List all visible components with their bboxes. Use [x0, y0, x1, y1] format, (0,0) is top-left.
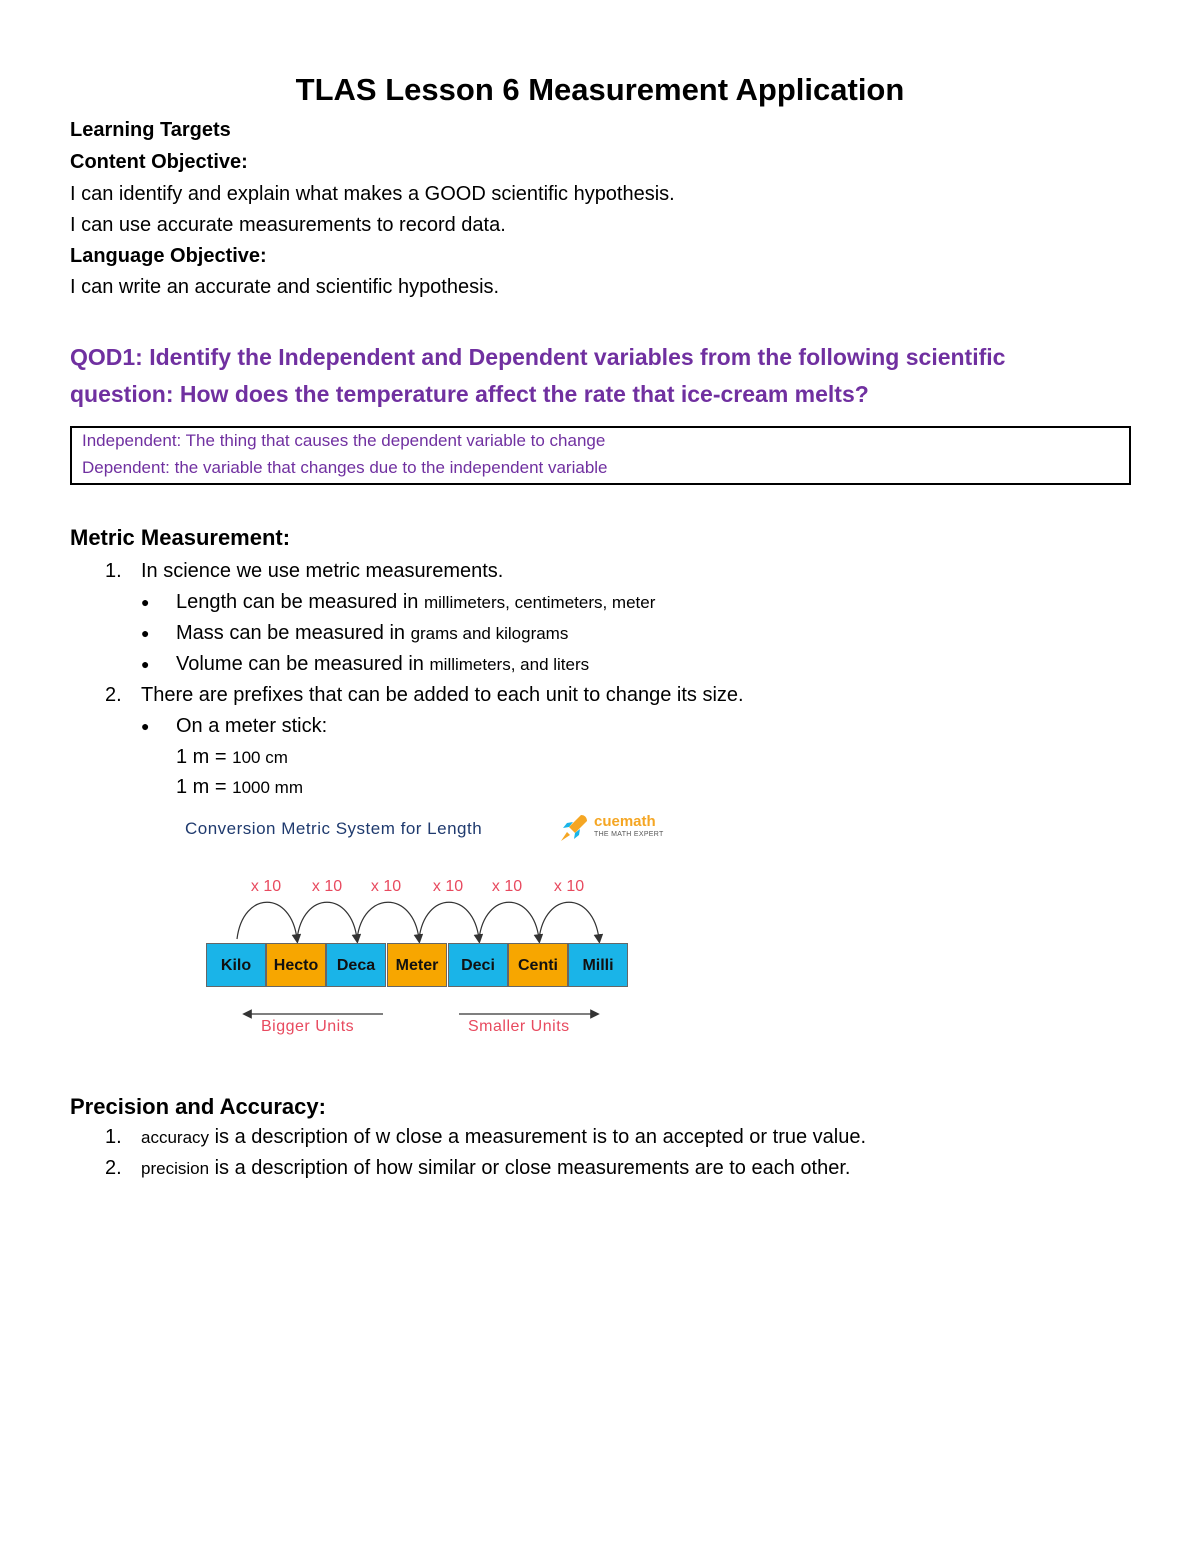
unit-hecto: Hecto — [266, 943, 326, 987]
unit-meter: Meter — [387, 943, 447, 987]
arc-arrow — [297, 902, 357, 939]
bullet-text: Length can be measured in — [176, 591, 424, 613]
diagram-title: Conversion Metric System for Length — [185, 819, 483, 838]
conversion-left: 1 m = — [176, 776, 233, 798]
bullet-icon: ● — [141, 656, 150, 672]
bullet-icon: ● — [141, 594, 150, 610]
multiplier-label: x 10 — [311, 878, 343, 895]
multiplier-label: x 10 — [432, 878, 464, 895]
unit-deci: Deci — [448, 943, 508, 987]
bullet-text: Mass can be measured in — [176, 622, 411, 644]
bullet-text: Volume can be measured in — [176, 653, 430, 675]
logo-tagline: THE MATH EXPERT — [594, 831, 664, 838]
page-title: TLAS Lesson 6 Measurement Application — [295, 72, 905, 107]
multiplier-label: x 10 — [370, 878, 402, 895]
list-item — [176, 622, 568, 645]
answer-dependent: Dependent: the variable that changes due to the independent variable — [82, 458, 608, 477]
multiplier-label: x 10 — [491, 878, 523, 895]
list-item: On a meter stick: — [176, 715, 328, 737]
term-precision: precision — [141, 1159, 210, 1178]
smaller-units-label: Smaller Units — [468, 1018, 570, 1035]
arc-arrow — [357, 902, 419, 939]
qod-line-2: question: How does the temperature affect the rate that ice-cream melts? — [70, 381, 869, 407]
list-number: 2. — [105, 1157, 122, 1179]
conversion-left: 1 m = — [176, 746, 233, 768]
conversion-right: 1000 mm — [232, 778, 304, 797]
bigger-units-label: Bigger Units — [261, 1018, 355, 1035]
unit-kilo: Kilo — [206, 943, 266, 987]
logo-name: cuemath — [594, 813, 656, 830]
list-item — [176, 653, 589, 676]
conversion-line — [176, 776, 303, 799]
bullet-units: grams and kilograms — [410, 624, 569, 643]
term-definition: is a description of how similar or close measurements are to each other. — [209, 1157, 851, 1179]
content-objective-2: I can use accurate measurements to record data. — [70, 214, 506, 236]
list-item: There are prefixes that can be added to each unit to change its size. — [141, 684, 744, 706]
learning-targets-heading: Learning Targets — [70, 119, 231, 141]
list-number: 1. — [105, 1126, 122, 1148]
answer-independent: Independent: The thing that causes the dependent variable to change — [82, 431, 606, 450]
bullet-units: millimeters, centimeters, meter — [423, 593, 656, 612]
list-item — [176, 591, 655, 614]
unit-deca: Deca — [326, 943, 386, 987]
multiplier-label: x 10 — [250, 878, 282, 895]
content-objective-label: Content Objective: — [70, 151, 248, 173]
arc-arrow — [539, 902, 599, 939]
arc-arrow — [479, 902, 539, 939]
term-accuracy: accuracy — [141, 1128, 210, 1147]
conversion-arrows — [175, 805, 675, 1050]
precision-heading: Precision and Accuracy: — [70, 1094, 326, 1119]
multiplier-label: x 10 — [553, 878, 585, 895]
list-item — [141, 1157, 850, 1180]
bullet-units: millimeters, and liters — [429, 655, 590, 674]
qod-line-1: QOD1: Identify the Independent and Dependent variables from the following scientific — [70, 344, 1006, 370]
arc-arrow — [237, 902, 297, 939]
language-objective-1: I can write an accurate and scientific hypothesis. — [70, 276, 500, 298]
arc-arrow — [419, 902, 479, 939]
list-number: 2. — [105, 684, 122, 706]
list-number: 1. — [105, 560, 122, 582]
term-definition: is a description of w close a measurement is to an accepted or true value. — [209, 1126, 867, 1148]
conversion-right: 100 cm — [232, 748, 288, 767]
qod-answer-box[interactable] — [70, 426, 1131, 485]
metric-conversion-diagram — [175, 805, 675, 1050]
conversion-line — [176, 746, 288, 769]
content-objective-1: I can identify and explain what makes a GOOD scientific hypothesis. — [70, 183, 675, 205]
metric-heading: Metric Measurement: — [70, 525, 291, 550]
unit-centi: Centi — [508, 943, 568, 987]
list-item: In science we use metric measurements. — [141, 560, 504, 582]
bullet-icon: ● — [141, 718, 150, 734]
language-objective-label: Language Objective: — [70, 245, 267, 267]
list-item — [141, 1126, 866, 1149]
qod-question — [70, 339, 1130, 413]
bullet-icon: ● — [141, 625, 150, 641]
unit-milli: Milli — [568, 943, 628, 987]
